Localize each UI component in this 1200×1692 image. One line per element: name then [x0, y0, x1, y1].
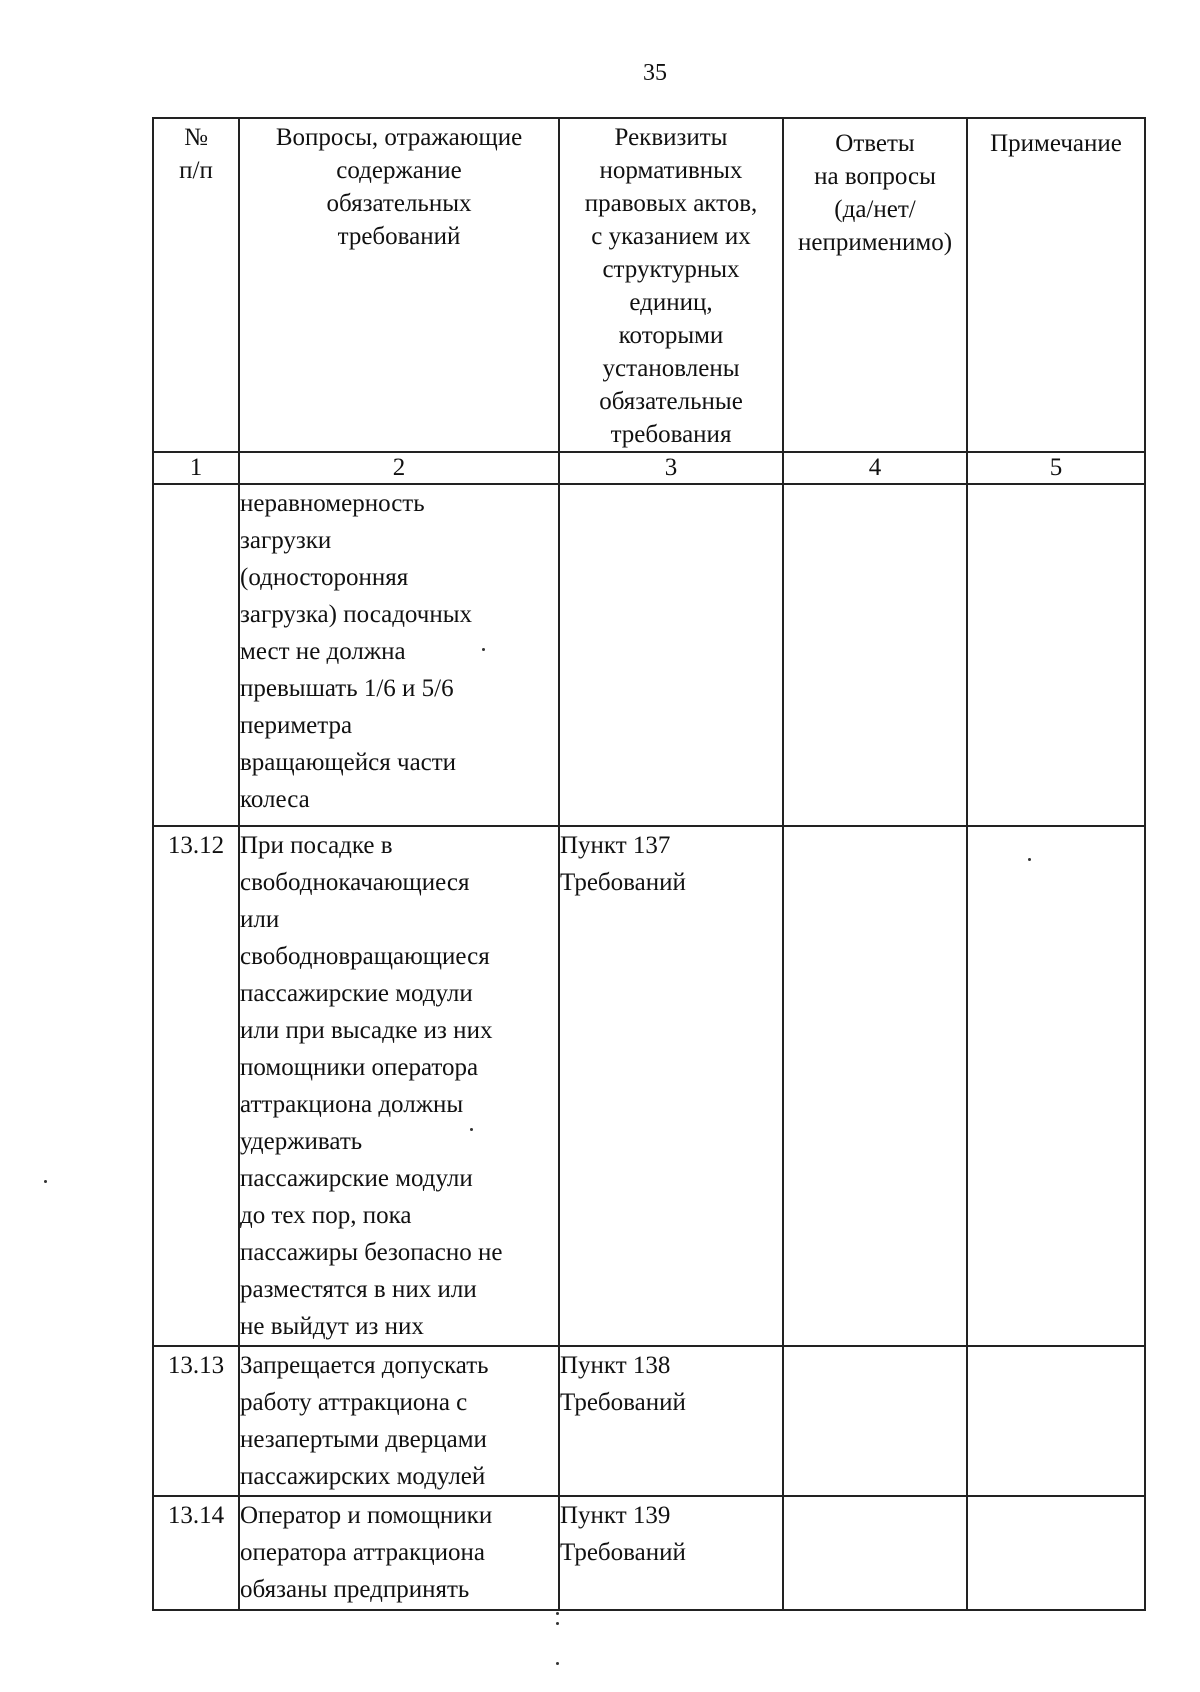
column-numbers-row [153, 452, 1145, 484]
header-answers: Ответы на вопросы (да/нет/ неприменимо) [783, 118, 967, 452]
table-row [153, 1496, 1145, 1610]
scan-speck [470, 1128, 473, 1131]
note-cell [967, 1496, 1145, 1610]
answer-cell [783, 1346, 967, 1496]
row-number: 13.13 [153, 1346, 239, 1496]
note-cell [967, 484, 1145, 826]
header-number: № п/п [153, 118, 239, 452]
column-number: 2 [239, 452, 559, 484]
legal-reference: Пункт 138 Требований [559, 1346, 783, 1496]
answer-cell [783, 1496, 967, 1610]
table-row [153, 1346, 1145, 1496]
requirement-question: неравномерность загрузки (односторонняя загрузка) посадочных мест не должна превышать 1/6 и 5/6 периметра вращающейся части колеса [239, 484, 559, 826]
column-number: 1 [153, 452, 239, 484]
scan-speck [556, 1612, 559, 1615]
column-number: 5 [967, 452, 1145, 484]
column-number: 3 [559, 452, 783, 484]
row-number: 13.14 [153, 1496, 239, 1610]
header-legal-references: Реквизиты нормативных правовых актов, с указанием их структурных единиц, которыми установлены обязательные требования [559, 118, 783, 452]
column-number: 4 [783, 452, 967, 484]
header-note: Примечание [967, 118, 1145, 452]
requirement-question: Оператор и помощники оператора аттракциона обязаны предпринять [239, 1496, 559, 1610]
answer-cell [783, 484, 967, 826]
note-cell [967, 826, 1145, 1346]
legal-reference: Пункт 139 Требований [559, 1496, 783, 1610]
note-cell [967, 1346, 1145, 1496]
legal-reference: Пункт 137 Требований [559, 826, 783, 1346]
scan-speck [556, 1662, 559, 1665]
scan-speck [44, 1180, 47, 1183]
header-questions: Вопросы, отражающие содержание обязательных требований [239, 118, 559, 452]
requirement-question: Запрещается допускать работу аттракциона с незапертыми дверцами пассажирских модулей [239, 1346, 559, 1496]
row-number [153, 484, 239, 826]
answer-cell [783, 826, 967, 1346]
table-row [153, 826, 1145, 1346]
requirement-question: При посадке в свободнокачающиеся или свободновращающиеся пассажирские модули или при высадке из них помощники оператора аттракциона должны удерживать пассажирские модули до тех пор, пока пассажиры безопасно не разместятся в них или не выйдут из них [239, 826, 559, 1346]
scan-speck [556, 1622, 559, 1625]
table-row [153, 484, 1145, 826]
row-number: 13.12 [153, 826, 239, 1346]
scan-speck [1028, 858, 1031, 861]
legal-reference [559, 484, 783, 826]
table-header-row [153, 118, 1145, 452]
page-number: 35 [643, 60, 667, 86]
requirements-table [152, 117, 1146, 1611]
scan-speck [482, 648, 485, 651]
